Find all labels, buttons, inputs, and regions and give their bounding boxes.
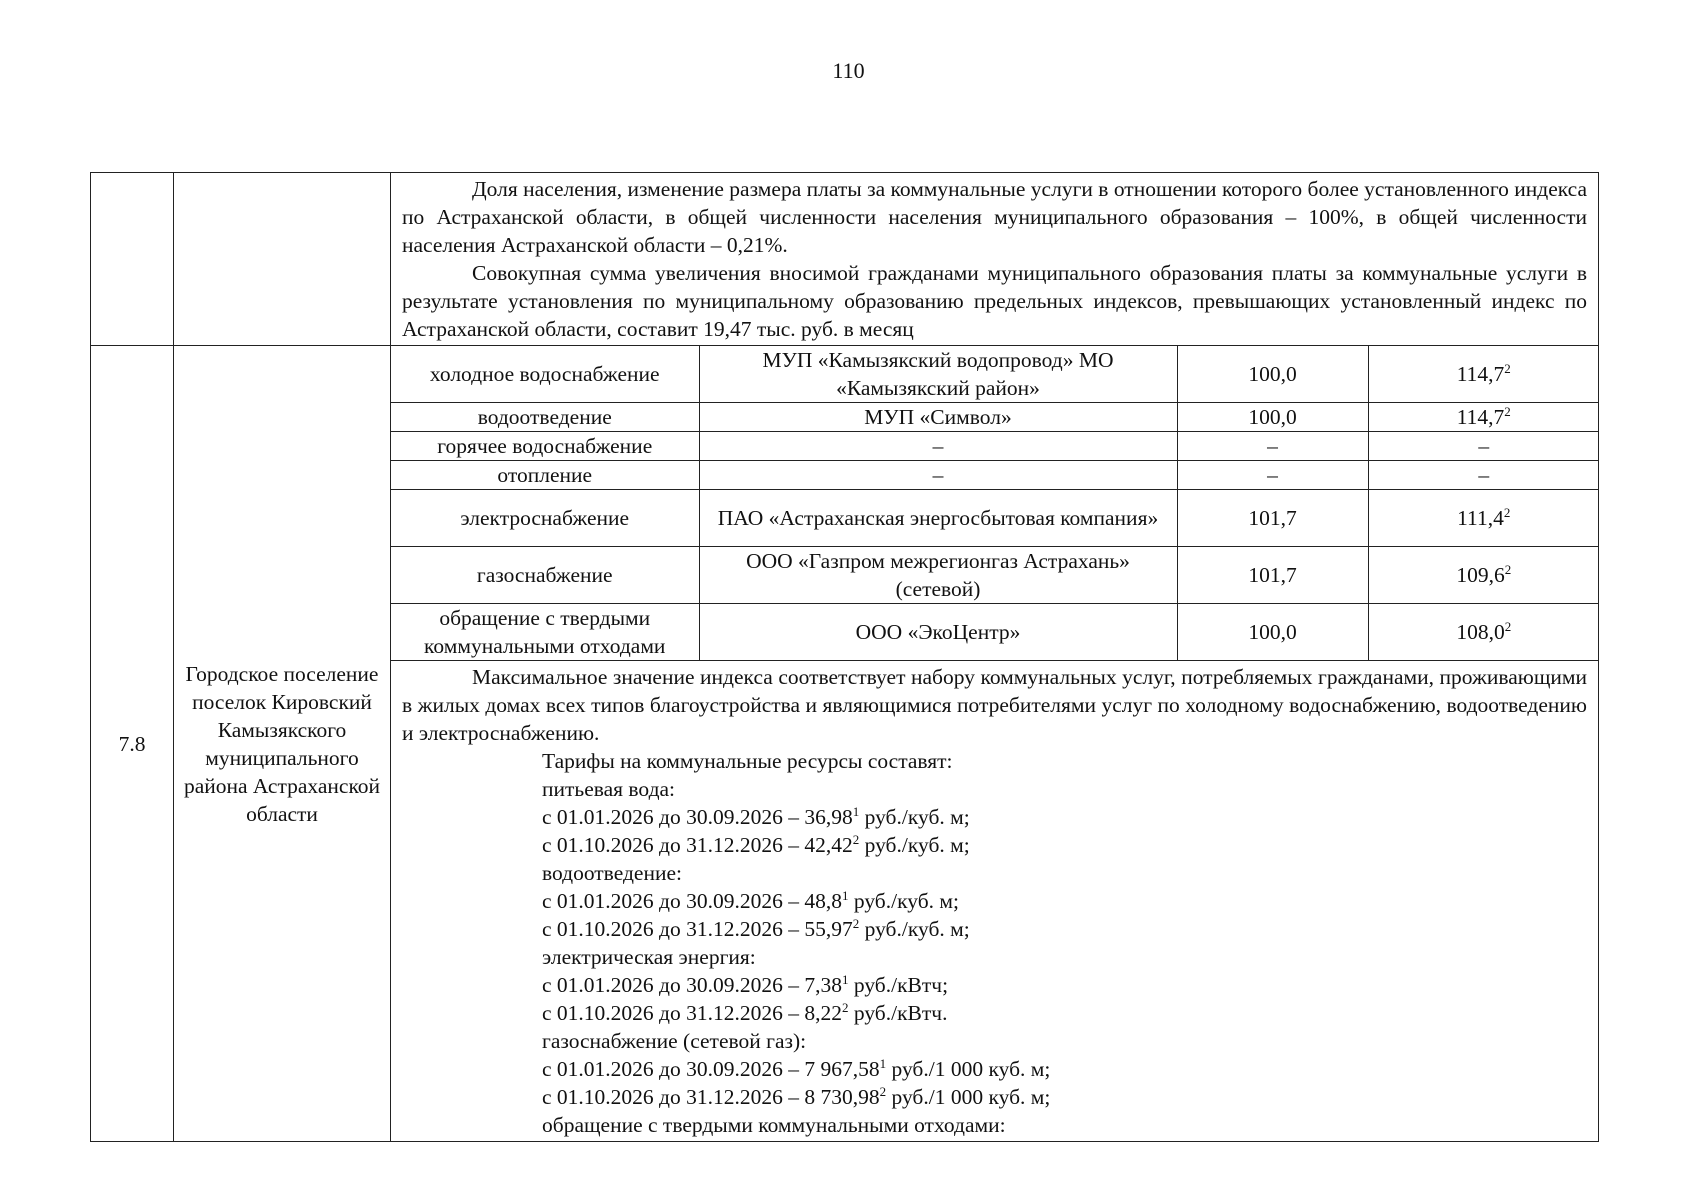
tariff-list (402, 775, 1587, 1139)
tariff-unit: руб./1 000 куб. м; (886, 1085, 1051, 1109)
service-index-base: – (1177, 461, 1368, 490)
service-index-max (1368, 403, 1599, 432)
service-row (391, 604, 1599, 661)
tariff-unit: руб./куб. м; (859, 833, 970, 857)
tariff-table (90, 172, 1599, 1142)
footnote-mark: 2 (841, 1000, 849, 1015)
tariff-period-value: с 01.01.2026 до 30.09.2026 – 7 967,58 (542, 1057, 880, 1081)
index-max-value: 109,6 (1456, 563, 1505, 587)
tariff-period-value: с 01.01.2026 до 30.09.2026 – 36,98 (542, 805, 853, 829)
service-index-max (1368, 604, 1599, 661)
tariff-line (402, 915, 1587, 943)
footnote-mark: 2 (852, 916, 860, 931)
footnote-mark: 1 (841, 972, 849, 987)
service-provider: – (699, 461, 1177, 490)
tariff-period-value: с 01.01.2026 до 30.09.2026 – 48,8 (542, 889, 842, 913)
tariff-period-value: с 01.10.2026 до 31.12.2026 – 55,97 (542, 917, 853, 941)
service-provider: ПАО «Астраханская энергосбытовая компания» (699, 490, 1177, 547)
tariff-line (402, 887, 1587, 915)
population-share-paragraph: Доля населения, изменение размера платы за коммунальные услуги в отношении которого более установленного индекса по Астраханской области, в общей численности населения муниципального образования – 100%, в общей численности населения Астраханской области – 0,21%. (402, 177, 1587, 257)
service-index-max (1368, 432, 1599, 461)
service-name: водоотведение (391, 403, 699, 432)
footnote-mark: 2 (1504, 562, 1512, 577)
index-max-value: 114,7 (1456, 405, 1505, 429)
index-max-value: – (1478, 463, 1490, 487)
max-index-paragraph: Максимальное значение индекса соответствует набору коммунальных услуг, потребляемых гражданами, проживающими в жилых домах всех типов благоустройства и являющимися потребителями услуг по холодному водоснабжению, водоотведению и электроснабжению. (402, 665, 1587, 745)
empty-name-cell (174, 173, 391, 346)
services-table (391, 346, 1599, 661)
service-index-base: 101,7 (1177, 547, 1368, 604)
empty-number-cell (91, 173, 174, 346)
tariff-period-value: с 01.10.2026 до 31.12.2026 – 8 730,98 (542, 1085, 880, 1109)
summary-cell (391, 173, 1599, 346)
tariff-unit: руб./куб. м; (859, 805, 970, 829)
municipality-name: Городское поселение поселок Кировский Камызякского муниципального района Астраханской области (174, 346, 391, 1142)
service-row (391, 547, 1599, 604)
service-index-base: 100,0 (1177, 403, 1368, 432)
service-row (391, 346, 1599, 403)
page-number: 110 (832, 58, 865, 83)
footnote-mark: 2 (1503, 505, 1511, 520)
service-row (391, 490, 1599, 547)
tariff-unit: руб./1 000 куб. м; (886, 1057, 1051, 1081)
table-row-7-8 (91, 346, 1599, 1142)
service-name: горячее водоснабжение (391, 432, 699, 461)
tariff-unit: руб./кВтч. (848, 1001, 948, 1025)
total-increase-paragraph: Совокупная сумма увеличения вносимой гражданами муниципального образования платы за коммунальные услуги в результате установления по муниципальному образованию предельных индексов, превышающих установленный индекс по Астраханской области, составит 19,47 тыс. руб. в месяц (402, 261, 1587, 341)
service-provider: МУП «Камызякский водопровод» МО «Камызякский район» (699, 346, 1177, 403)
tariff-period-value: с 01.01.2026 до 30.09.2026 – 7,38 (542, 973, 842, 997)
footnote-mark: 2 (1504, 361, 1511, 376)
footnote-mark: 2 (879, 1084, 887, 1099)
service-provider: ООО «ЭкоЦентр» (699, 604, 1177, 661)
footnote-mark: 2 (1504, 404, 1511, 419)
table-row-continuation (91, 173, 1599, 346)
tariff-unit: руб./куб. м; (848, 889, 959, 913)
footnote-mark: 2 (1504, 619, 1512, 634)
tariff-group-label: газоснабжение (сетевой газ): (542, 1029, 807, 1053)
footnote-mark: 1 (841, 888, 849, 903)
service-index-base: 101,7 (1177, 490, 1368, 547)
service-name: отопление (391, 461, 699, 490)
tariff-line (402, 1083, 1587, 1111)
service-provider: ООО «Газпром межрегионгаз Астрахань» (сетевой) (699, 547, 1177, 604)
service-index-max (1368, 547, 1599, 604)
index-max-value: 114,7 (1456, 362, 1505, 386)
tariff-unit: руб./куб. м; (859, 917, 970, 941)
tariff-period-value: с 01.10.2026 до 31.12.2026 – 8,22 (542, 1001, 842, 1025)
tariffs-heading: Тарифы на коммунальные ресурсы составят: (542, 749, 953, 773)
tariff-line (402, 831, 1587, 859)
service-index-max (1368, 490, 1599, 547)
service-index-max (1368, 461, 1599, 490)
tariff-line (402, 803, 1587, 831)
index-max-value: 111,4 (1457, 506, 1504, 530)
service-name: обращение с твердыми коммунальными отходами (391, 604, 699, 661)
tariff-period-value: с 01.10.2026 до 31.12.2026 – 42,42 (542, 833, 853, 857)
service-provider: – (699, 432, 1177, 461)
service-name: газоснабжение (391, 547, 699, 604)
service-row (391, 432, 1599, 461)
tariff-line (402, 1055, 1587, 1083)
service-row (391, 461, 1599, 490)
tariff-line (402, 971, 1587, 999)
index-max-value: – (1478, 434, 1490, 458)
footnote-mark: 1 (879, 1056, 887, 1071)
details-cell (391, 346, 1599, 1142)
service-index-max (1368, 346, 1599, 403)
tariff-unit: руб./кВтч; (848, 973, 949, 997)
tariff-group-label: обращение с твердыми коммунальными отходами: (542, 1113, 1006, 1137)
service-name: электроснабжение (391, 490, 699, 547)
tariff-group-label: питьевая вода: (542, 777, 676, 801)
service-index-base: 100,0 (1177, 346, 1368, 403)
tariff-line (402, 999, 1587, 1027)
service-name: холодное водоснабжение (391, 346, 699, 403)
tariff-group-label: водоотведение: (542, 861, 682, 885)
index-max-value: 108,0 (1456, 620, 1505, 644)
service-row (391, 403, 1599, 432)
service-index-base: 100,0 (1177, 604, 1368, 661)
tariff-group-label: электрическая энергия: (542, 945, 756, 969)
row-number: 7.8 (91, 346, 174, 1142)
service-provider: МУП «Символ» (699, 403, 1177, 432)
footnote-mark: 1 (852, 804, 860, 819)
footnote-mark: 2 (852, 832, 860, 847)
service-index-base: – (1177, 432, 1368, 461)
